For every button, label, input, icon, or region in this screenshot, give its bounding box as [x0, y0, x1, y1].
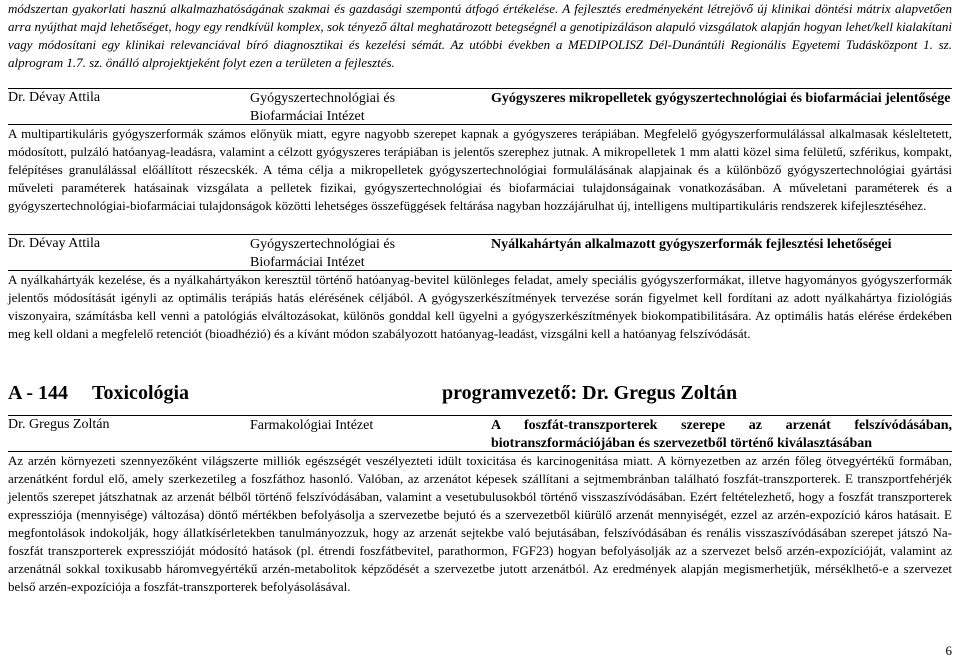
divider-line: [8, 270, 952, 271]
department-line-2: Biofarmáciai Intézet: [250, 109, 365, 124]
entry-department: [250, 90, 395, 126]
entry-author: Dr. Dévay Attila: [8, 90, 101, 105]
entry-author: Dr. Dévay Attila: [8, 236, 101, 251]
intro-paragraph: módszertan gyakorlati hasznú alkalmazhatóságának szakmai és gazdasági szempontú átfogó értékelése. A fejlesztés eredményeként létrejövő új klinikai döntési mátrix alapvetően arra nyújthat majd lehetőséget, hogy egy rendkívül komplex, sok tényező által meghatározott betegségnél a genotipizáláson alapuló vizsgálatok alapján hogyan lehet/kell kialakítani vagy módosítani egy klinikai relevanciával bíró diagnosztikai és kezelési sémát. Az utóbbi években a MEDIPOLISZ Dél-Dunántúli Regionális Egyetemi Tudásközpont 1. sz. alprogram 1.7. sz. önálló alprojektjeként folyt ezen a területen a fejlesztés.: [8, 1, 952, 70]
divider-line: [8, 124, 952, 125]
department-line-1: Gyógyszertechnológiai és: [250, 91, 396, 106]
entry-3-header: [8, 415, 952, 449]
department-line-2: Biofarmáciai Intézet: [250, 255, 365, 270]
entry-department: Farmakológiai Intézet: [250, 418, 374, 433]
entry-1: [8, 88, 952, 215]
divider-line: [8, 451, 952, 452]
section-name: Toxicológia: [92, 382, 190, 404]
divider-line: [8, 415, 952, 416]
entry-2-header: [8, 234, 952, 268]
divider-line: [8, 234, 952, 235]
entry-author: Dr. Gregus Zoltán: [8, 417, 110, 432]
entry-abstract: A nyálkahártyák kezelése, és a nyálkahártyákon keresztül történő hatóanyag-bevitel különleges feladat, amely speciális gyógyszerformákat, illetve hagyományos gyógyszerformák jelentős módosítását igényli az optimális terápiás hatás elérésének céljából. A gyógyszerkészítmények tervezése során figyelmet kell fordítani az adott nyálkahártya fiziológiás viszonyaira, számításba kell venni a patológiás elváltozásokat, különös gonddal kell ügyelni a gyógyszerkészítmények biokompatibilitására. Az optimális hatás elérése érdekében meg kell oldani a megfelelő retenciót (bioadhézió) és a kívánt módon szabályozott hatóanyag-leadást, vizsgálni kell a hatóanyag felszívódását.: [8, 272, 952, 341]
entry-department: [250, 236, 395, 272]
entry-1-header: [8, 88, 952, 122]
entry-abstract: Az arzén környezeti szennyezőként világszerte milliók egészségét veszélyezteti idült toxicitása és karcinogenitása miatt. A környezetben az arzén főleg ötvegyértékű formában, arzenátként fordul elő, amely szerkezetileg a foszfáthoz hasonló. Valóban, az arzenátot képesek szállítani a sejtmembránban található foszfát-transzporterek. E transzportfehérjék jelentős szerepet játszhatnak az arzenát bélből történő felszívódásában, valamint a vesetubulusokból történő visszaszívódásában. Ezért feltételezhető, hogy a foszfát transzporterek expressziója (mennyisége) változása) döntő mértékben befolyásolja a szervezetbe bejutó és a szervezetből kiürülő arzenát mennyiségét, ezzel az arzén-expozíció káros hatásait. E megfontolások indokolják, hogy állatkísérletekben tanulmányozzuk, hogy az arzenát sejtekbe való bejutásában, felszívódásában és renális visszaszívódásában szerepet játszó Na-foszfát transzporterek expresszióját módosító hatások (pl. étrendi foszfátbevitel, parathormon, FGF23) hogyan befolyásolják az a szervezet belső arzén-expozícióját, valamint az arzenátnál sokkal toxikusabb háromvegyértékű arzén-metabolitok képződését a szervezetbe jutott arzenátból. Az eredmények alapján megismerhetjük, mérséklhető-e a szervezet belső arzén-expozíciója a foszfát-transzporterek befolyásolásával.: [8, 453, 952, 594]
page-number: 6: [945, 643, 952, 658]
section-code: A - 144: [8, 382, 68, 404]
department-line-1: Gyógyszertechnológiai és: [250, 237, 396, 252]
divider-line: [8, 88, 952, 89]
entry-3: [8, 415, 952, 596]
entry-title: A foszfát-transzporterek szerepe az arzenát felszívódásában, biotranszformációjában és szervezetből történő kiválasztásában: [491, 418, 952, 451]
entry-2: [8, 234, 952, 343]
entry-abstract: A multipartikuláris gyógyszerformák számos előnyük miatt, egyre nagyobb szerepet kapnak a gyógyszeres terápiában. Megfelelő gyógyszerformulálással alkalmasak késleltetett, módosított, pulzáló hatóanyag-leadásra, valamint a célzott gyógyszeres terápiában is jelentős szerephez jutnak. A mikropelletek 1 mm alatti közel sima felületű, szférikus, kompakt, felépítéses granulálással előállított részecskék. A téma célja a mikropelletek gyógyszertechnológiai formulálásának alapjainak és a különböző gyógyszertechnológiai gyártási műveleti paraméterek hatásainak vizsgálata a pelletek fizikai, gyógyszertechnológiai és biofarmáciai tulajdonságainak vonatkozásában. A műveletani paraméterek és a gyógyszertechnológiai-biofarmáciai tulajdonságok közötti lehetséges összefüggések feltárása nagyban hozzájárulhat új, intelligens multipartikuláris rendszerek kifejlesztéséhez.: [8, 126, 952, 213]
section-heading: [8, 382, 952, 406]
entry-title: Gyógyszeres mikropelletek gyógyszertechnológiai és biofarmáciai jelentősége: [491, 91, 951, 106]
entry-title: Nyálkahártyán alkalmazott gyógyszerformák fejlesztési lehetőségei: [491, 237, 892, 252]
section-program-leader: programvezető: Dr. Gregus Zoltán: [442, 382, 738, 404]
